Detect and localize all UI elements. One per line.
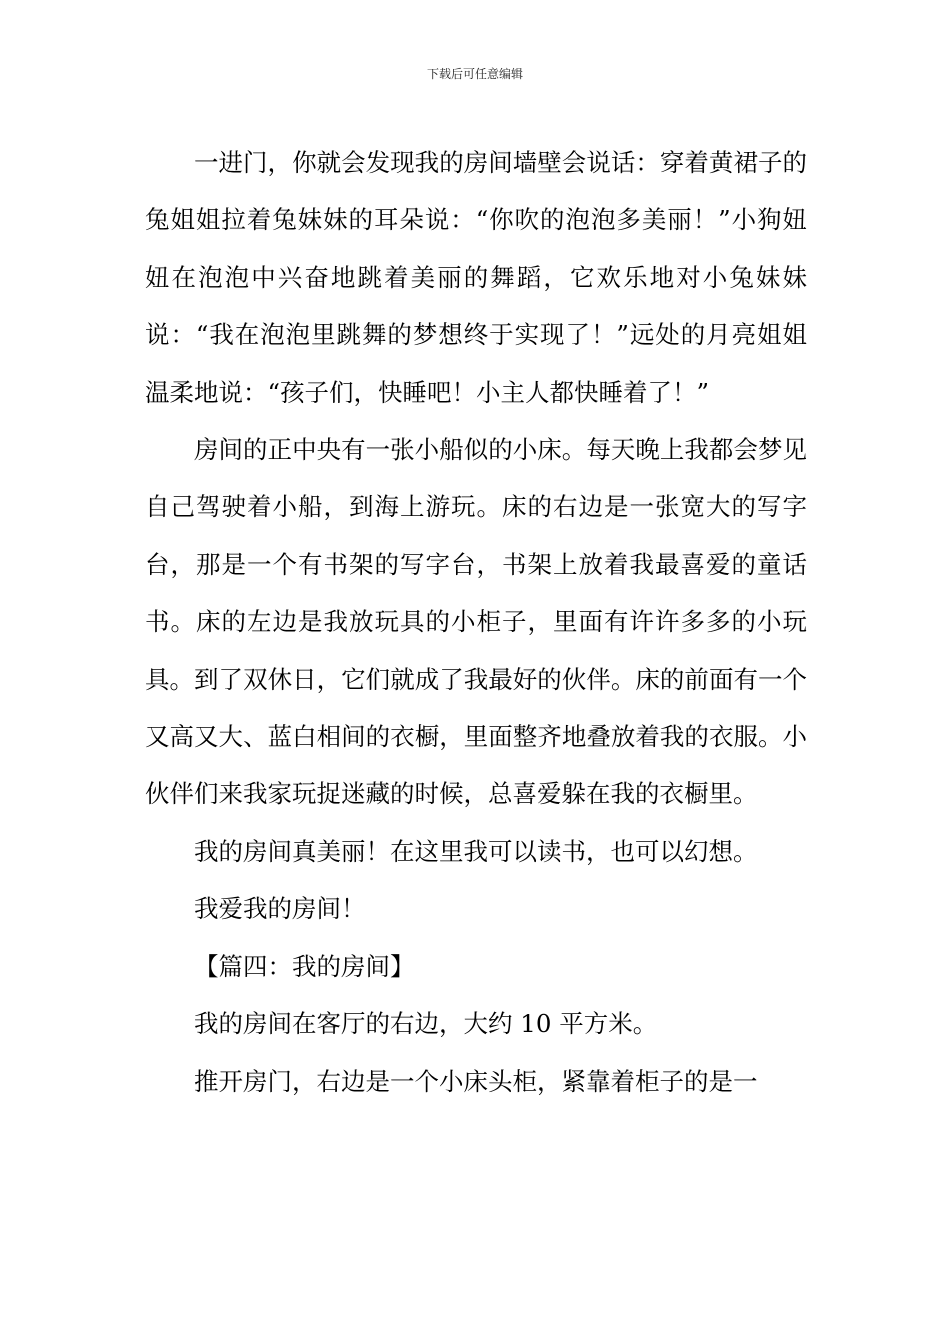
paragraph-room-location: 我的房间在客厅的右边，大约 10 平方米。	[194, 1009, 658, 1039]
paragraph-room-layout: 房间的正中央有一张小船似的小床。每天晚上我都会梦见自己驾驶着小船，到海上游玩。床的右边是一张宽大的写字台，那是一个有书架的写字台，书架上放着我最喜爱的童话书。床的左边是我放玩具的小柜子，里面有许许多多的小玩具。到了双休日，它们就成了我最好的伙伴。床的前面有一个又高又大、蓝白相间的衣橱，里面整齐地叠放着我的衣服。小伙伴们来我家玩捉迷藏的时候，总喜爱躲在我的衣橱里。	[145, 435, 807, 809]
paragraph-love-room: 我爱我的房间！	[194, 894, 366, 924]
section-heading-part-four: 【篇四：我的房间】	[194, 951, 415, 981]
paragraph-room-beautiful: 我的房间真美丽！在这里我可以读书，也可以幻想。	[194, 836, 758, 866]
page-header-note: 下载后可任意编辑	[426, 67, 523, 81]
paragraph-wall-talk: 一进门，你就会发现我的房间墙壁会说话：穿着黄裙子的兔姐姐拉着兔妹妹的耳朵说：“你吹的泡泡多美丽！”小狗妞妞在泡泡中兴奋地跳着美丽的舞蹈，它欢乐地对小兔妹妹说：“我在泡泡里跳舞的梦想终于实现了！”远处的月亮姐姐温柔地说：“孩子们，快睡吧！小主人都快睡着了！”	[145, 148, 807, 407]
document-body	[145, 134, 807, 1110]
paragraph-open-door: 推开房门，右边是一个小床头柜，紧靠着柜子的是一	[194, 1066, 758, 1096]
